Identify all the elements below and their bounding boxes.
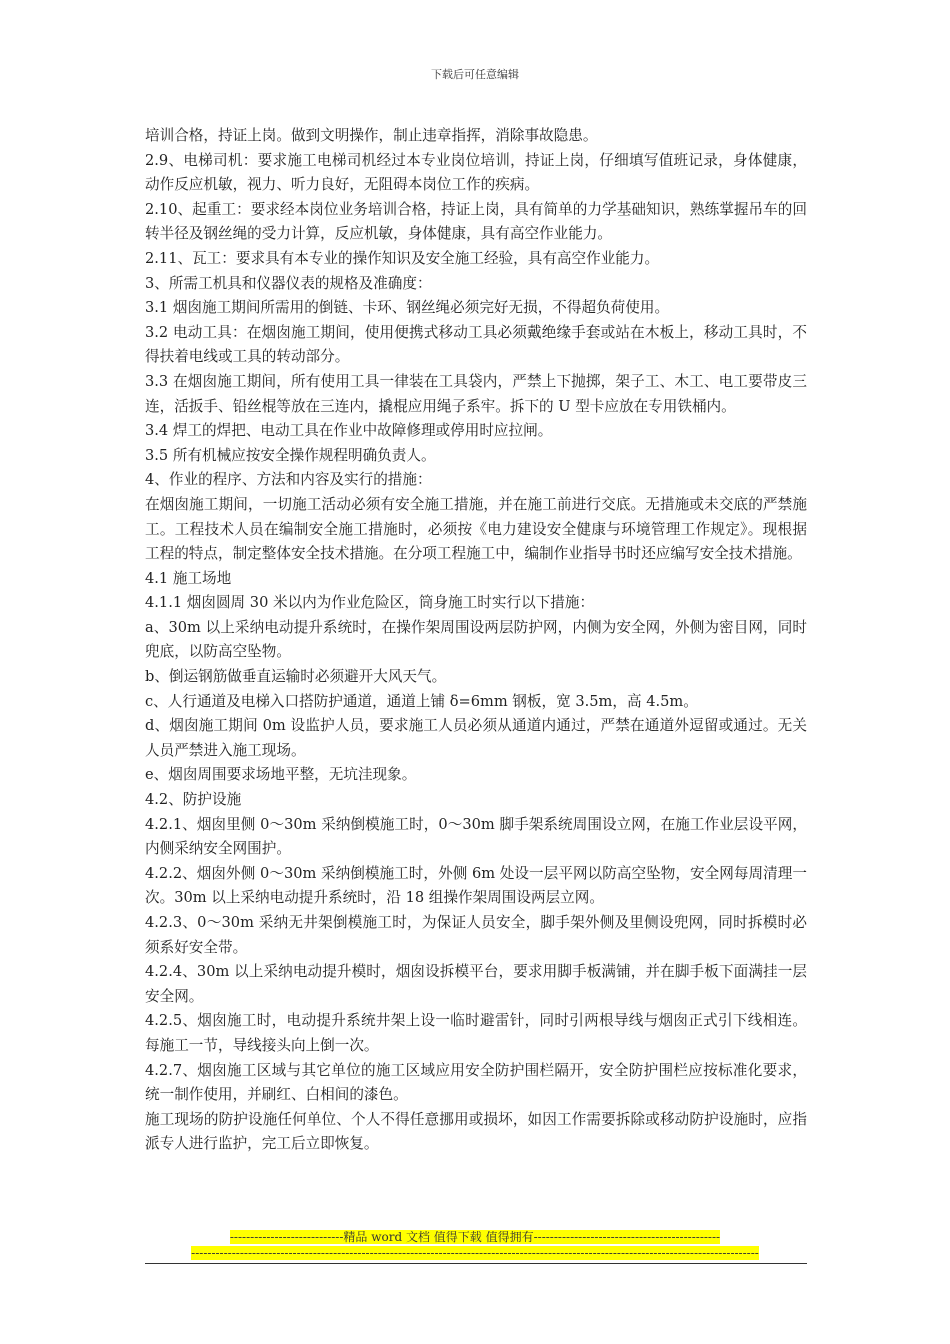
paragraph: 施工现场的防护设施任何单位、个人不得任意挪用或损坏，如因工作需要拆除或移动防护设施时，应指派专人进行监护，完工后立即恢复。 [145, 1110, 807, 1153]
paragraph: 3.4 焊工的焊把、电动工具在作业中故障修理或停用时应拉闸。 [145, 422, 553, 440]
paragraph: 在烟囱施工期间，一切施工活动必须有安全施工措施，并在施工前进行交底。无措施或未交底的严禁施工。工程技术人员在编制安全施工措施时，必须按《电力建设安全健康与环境管理工作规定》。现根据工程的特点，制定整体安全技术措施。在分项工程施工中，编制作业指导书时还应编写安全技术措施。 [145, 495, 807, 563]
paragraph: 4.2.1、烟囱里侧 0～30m 采纳倒模施工时，0～30m 脚手架系统周围设立网，在施工作业层设平网，内侧采纳安全网围护。 [145, 815, 807, 858]
paragraph: 4.2.3、0～30m 采纳无井架倒模施工时，为保证人员安全，脚手架外侧及里侧设兜网，同时拆模时必须系好安全带。 [145, 914, 807, 956]
paragraph: 4.2.5、烟囱施工时，电动提升系统井架上设一临时避雷针，同时引两根导线与烟囱正式引下线相连。每施工一节，导线接头向上倒一次。 [145, 1012, 807, 1054]
page-header: 下载后可任意编辑 [431, 68, 519, 81]
paragraph: 3.2 电动工具：在烟囱施工期间，使用便携式移动工具必须戴绝缘手套或站在木板上，移动工具时，不得扶着电线或工具的转动部分。 [145, 323, 807, 366]
list-item: e、烟囱周围要求场地平整，无坑洼现象。 [145, 766, 417, 784]
list-item: d、烟囱施工期间 0m 设监护人员，要求施工人员必须从通道内通过，严禁在通道外逗留或通过。无关人员严禁进入施工现场。 [145, 717, 807, 759]
paragraph: 4.2.7、烟囱施工区域与其它单位的施工区域应用安全防护围栏隔开，安全防护围栏应按标准化要求，统一制作使用，并刷红、白相间的漆色。 [145, 1061, 807, 1104]
section-heading: 4.1 施工场地 [145, 569, 232, 587]
footer-dash-text: -------------------------------------------------------------------------------------------------------------------------------------------- [191, 1246, 759, 1260]
footer-banner [0, 1229, 950, 1245]
paragraph: 培训合格，持证上岗。做到文明操作，制止违章指挥，消除事故隐患。 [145, 127, 598, 144]
paragraph: 2.11、瓦工：要求具有本专业的操作知识及安全施工经验，具有高空作业能力。 [145, 249, 660, 267]
section-heading: 4.2、防护设施 [145, 791, 242, 809]
section-heading: 4、作业的程序、方法和内容及实行的措施： [145, 471, 432, 489]
paragraph: 4.2.4、30m 以上采纳电动提升模时，烟囱设拆模平台，要求用脚手板满铺，并在脚手板下面满挂一层安全网。 [145, 963, 807, 1005]
paragraph: 3.3 在烟囱施工期间，所有使用工具一律装在工具袋内，严禁上下抛掷，架子工、木工、电工要带皮三连，活扳手、铅丝棍等放在三连内，撬棍应用绳子系牢。拆下的 U 型卡应放在专用铁桶内。 [145, 372, 807, 415]
list-item: a、30m 以上采纳电动提升系统时，在操作架周围设两层防护网，内侧为安全网，外侧为密目网，同时兜底，以防高空坠物。 [145, 618, 807, 661]
paragraph: 2.9、电梯司机：要求施工电梯司机经过本专业岗位培训，持证上岗，仔细填写值班记录，身体健康，动作反应机敏，视力、听力良好，无阻碍本岗位工作的疾病。 [145, 151, 807, 194]
list-item: c、人行通道及电梯入口搭防护通道，通道上铺 δ=6mm 钢板，宽 3.5m，高 4.5m。 [145, 692, 698, 710]
section-heading: 3、所需工机具和仪器仪表的规格及准确度： [145, 274, 432, 292]
list-item: b、倒运钢筋做垂直运输时必须避开大风天气。 [145, 668, 447, 686]
paragraph: 4.2.2、烟囱外侧 0～30m 采纳倒模施工时，外侧 6m 处设一层平网以防高空坠物，安全网每周清理一次。30m 以上采纳电动提升系统时，沿 18 组操作架周围设两层立网。 [145, 864, 807, 907]
paragraph: 3.5 所有机械应按安全操作规程明确负责人。 [145, 446, 436, 464]
document-body [145, 124, 807, 1157]
footer-banner-text: ----------------------------精品 word 文档 值得下载 值得拥有---------------------------------------------- [229, 1230, 721, 1244]
paragraph: 3.1 烟囱施工期间所需用的倒链、卡环、钢丝绳必须完好无损，不得超负荷使用。 [145, 299, 670, 317]
footer-divider [145, 1263, 807, 1264]
paragraph: 4.1.1 烟囱圆周 30 米以内为作业危险区，筒身施工时实行以下措施： [145, 594, 595, 612]
paragraph: 2.10、起重工：要求经本岗位业务培训合格，持证上岗，具有简单的力学基础知识，熟练掌握吊车的回转半径及钢丝绳的受力计算，反应机敏，身体健康，具有高空作业能力。 [145, 200, 807, 243]
footer-dash-line [0, 1245, 950, 1261]
